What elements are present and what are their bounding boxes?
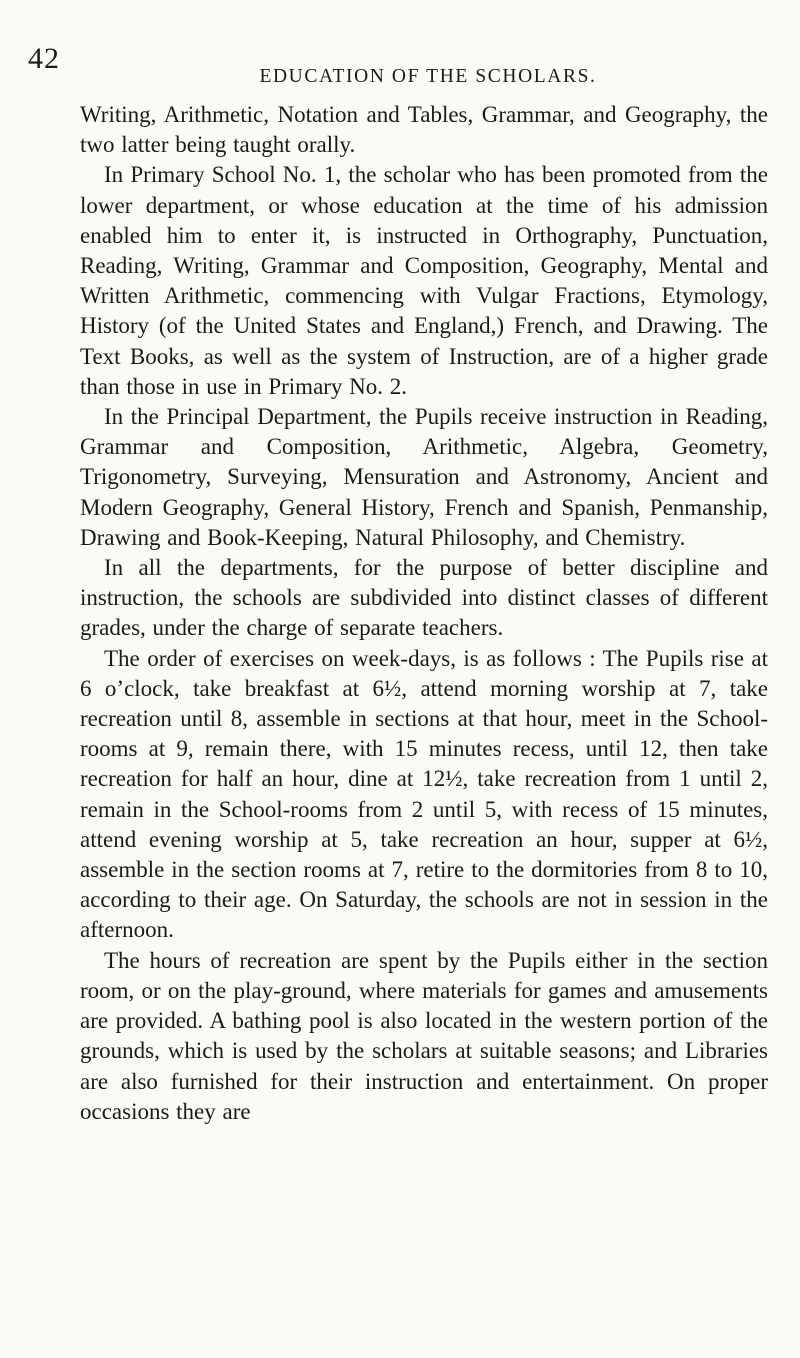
paragraph-principal-department: In the Principal Department, the Pupils receive instruction in Reading, Grammar and Composition, Arithmetic, Algebra, Geometry, Trigonometry, Surveying, Mensuration and Astronomy, Ancient and Modern Geography, General History, French and Spanish, Penmanship, Drawing and Book-Keeping, Natural Philosophy, and Chemistry. [80,404,768,550]
body-text [80,100,768,1127]
page-number: 42 [28,42,60,75]
running-head: EDUCATION OF THE SCHOLARS. [259,66,597,87]
paragraph-continuation: Writing, Arithmetic, Notation and Tables, Grammar, and Geography, the two latter being taught orally. [80,102,768,158]
paragraph-classes: In all the departments, for the purpose of better discipline and instruction, the schools are subdivided into distinct classes of different grades, under the charge of separate teachers. [80,555,768,641]
paragraph-recreation: The hours of recreation are spent by the Pupils either in the section room, or on the play-ground, where materials for games and amusements are provided. A bathing pool is also located in the western portion of the grounds, which is used by the scholars at suitable seasons; and Libraries are also furnished for their instruction and entertainment. On proper occasions they are [80,947,768,1124]
paragraph-order-of-exercises: The order of exercises on week-days, is as follows : The Pupils rise at 6 o’clock, take breakfast at 6½, attend morning worship at 7, take recreation until 8, assemble in sections at that hour, meet in the School-rooms at 9, remain there, with 15 minutes recess, until 12, then take recreation for half an hour, dine at 12½, take recreation from 1 until 2, remain in the School-rooms from 2 until 5, with recess of 15 minutes, attend evening worship at 5, take recreation an hour, supper at 6½, assemble in the section rooms at 7, retire to the dormitories from 8 to 10, according to their age. On Saturday, the schools are not in session in the afternoon. [80,645,768,943]
paragraph-primary-school: In Primary School No. 1, the scholar who has been promoted from the lower department, or whose education at the time of his admission enabled him to enter it, is instructed in Orthography, Punctuation, Reading, Writing, Grammar and Composition, Geography, Mental and Written Arithmetic, commencing with Vulgar Fractions, Etymology, History (of the United States and England,) French, and Drawing. The Text Books, as well as the system of Instruction, are of a higher grade than those in use in Primary No. 2. [80,162,768,399]
